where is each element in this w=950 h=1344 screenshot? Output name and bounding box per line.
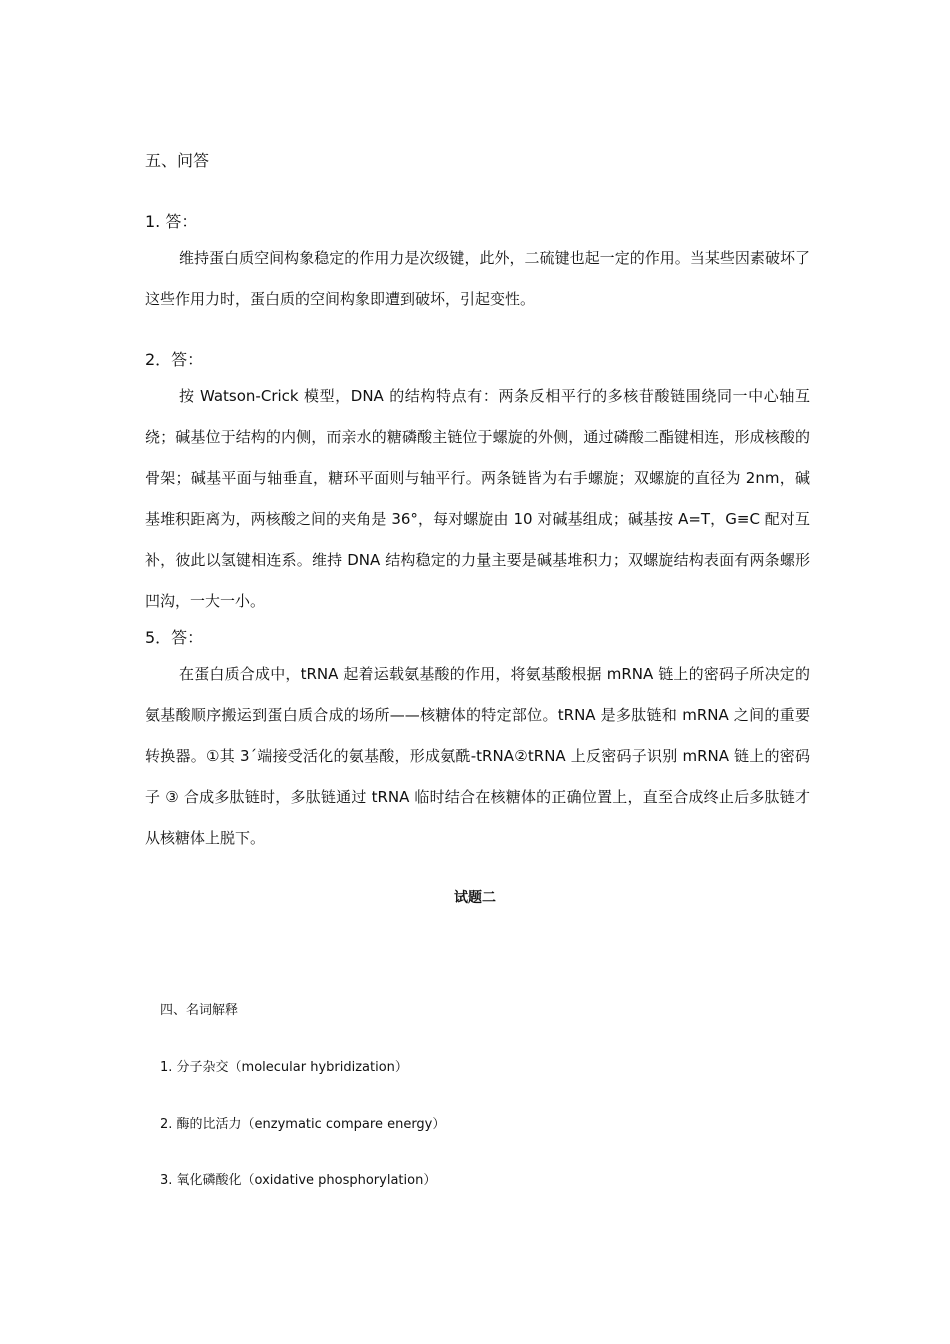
term-item: 2. 酶的比活力（enzymatic compare energy） [160,1117,446,1132]
answer-5-text: 在蛋白质合成中，tRNA 起着运载氨基酸的作用，将氨基酸根据 mRNA 链上的密码子所决定的氨基酸顺序搬运到蛋白质合成的场所——核糖体的特定部位。tRNA 是多肽链和 mRNA 之间的重要转换器。①其 3´端接受活化的氨基酸，形成氨酰-tRNA②tRNA 上反密码子识别 mRNA 链上的密码子 ③ 合成多肽链时，多肽链通过 tRNA 临时结合在核糖体的正确位置上，直至合成终止后多肽链才从核糖体上脱下。 [145,665,810,847]
answer-1-label: 1. 答： [145,212,198,231]
section-title-qa: 五、问答 [145,151,210,170]
exam-2-title: 试题二 [454,890,496,906]
section-title-terms: 四、名词解释 [160,1003,239,1018]
answer-2-label: 2．答： [145,350,204,369]
answer-1-text: 维持蛋白质空间构象稳定的作用力是次级键，此外，二硫键也起一定的作用。当某些因素破坏了这些作用力时，蛋白质的空间构象即遭到破坏，引起变性。 [145,249,810,308]
answer-2-text: 按 Watson-Crick 模型，DNA 的结构特点有：两条反相平行的多核苷酸链围绕同一中心轴互绕；碱基位于结构的内侧，而亲水的糖磷酸主链位于螺旋的外侧，通过磷酸二酯键相连，形成核酸的骨架；碱基平面与轴垂直，糖环平面则与轴平行。两条链皆为右手螺旋；双螺旋的直径为 2nm，碱基堆积距离为，两核酸之间的夹角是 36°，每对螺旋由 10 对碱基组成；碱基按 A=T，G≡C 配对互补，彼此以氢键相连系。维持 DNA 结构稳定的力量主要是碱基堆积力；双螺旋结构表面有两条螺形凹沟，一大一小。 [145,387,810,610]
term-item: 3. 氧化磷酸化（oxidative phosphorylation） [160,1173,437,1188]
term-item: 1. 分子杂交（molecular hybridization） [160,1060,408,1075]
answer-5-label: 5．答： [145,628,204,647]
